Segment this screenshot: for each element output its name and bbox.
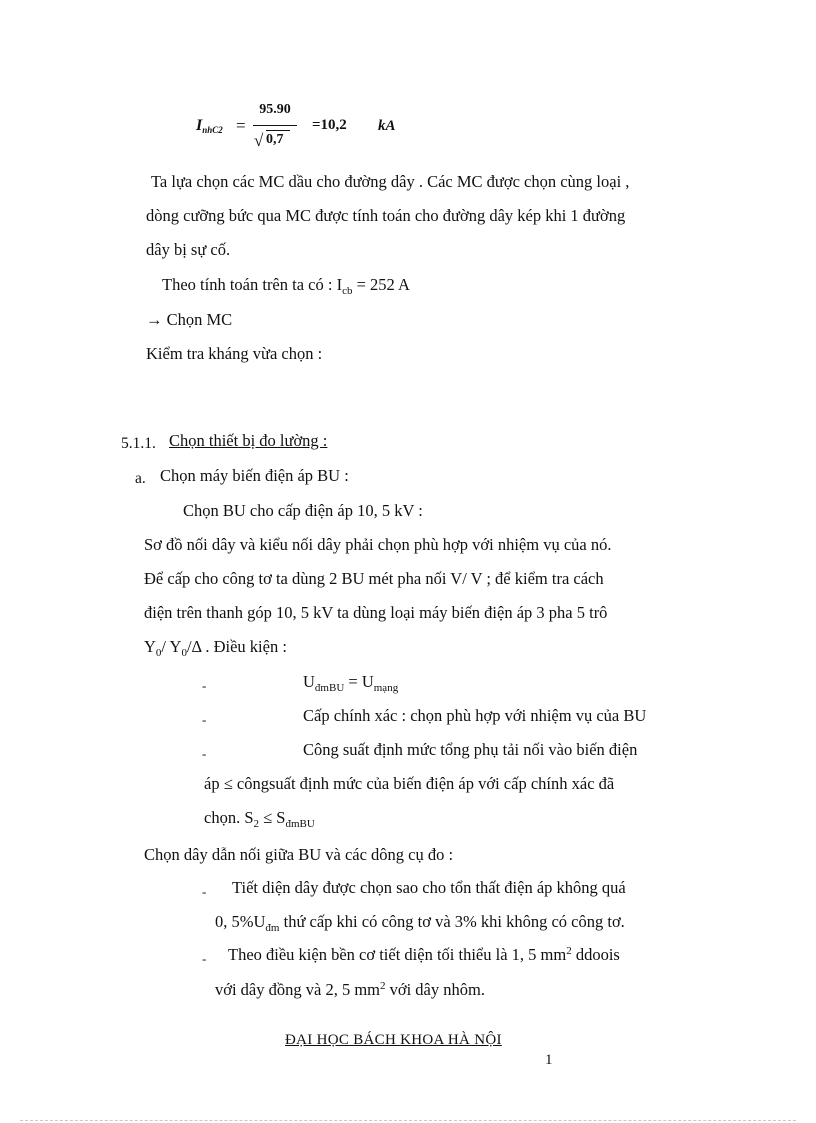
check-line: Kiểm tra kháng vừa chọn : xyxy=(146,344,323,363)
wire-item-1: Tiết diện dây được chọn sao cho tổn thất điện áp không quá xyxy=(232,878,626,897)
paragraph-line: dòng cưỡng bức qua MC được tính toán cho đường dây kép khi 1 đường xyxy=(146,206,626,225)
page-bottom-rule xyxy=(20,1120,796,1121)
paragraph-line: dây bị sự cố. xyxy=(146,240,231,259)
condition-1: $U_{đmBU} = U_{mạng}$ xyxy=(303,672,399,694)
choose-mc-line: → Chọn MC xyxy=(146,310,233,329)
formula-result: =10,2 xyxy=(312,117,347,133)
formula-inmc2 xyxy=(196,100,456,160)
section-title: Chọn thiết bị đo lường : xyxy=(169,431,328,450)
condition-3-cont: áp ≤ côngsuất định mức của biến điện áp với cấp chính xác đã xyxy=(204,774,615,793)
sqrt-icon: √ xyxy=(254,131,264,150)
bu-level-line: Chọn BU cho cấp điện áp 10, 5 kV : xyxy=(183,501,423,520)
formula-equals: = xyxy=(236,116,246,135)
wire-item-2-cont: với dây đồng và 2, 5 $mm^2$ với dây nhôm. xyxy=(215,980,485,999)
wire-item-1-cont: 0, $5\%U_{đm}$ thứ cấp khi có công tơ và 3% khi không có công tơ. xyxy=(215,912,625,934)
bullet-dash-icon: - xyxy=(202,951,207,966)
wire-item-2: Theo điều kiện bền cơ tiết diện tối thiểu là 1, 5 $mm^2$ ddoois xyxy=(228,945,620,964)
condition-3-cont: chọn. $S_2 \le S_{đmBU}$ xyxy=(204,808,315,830)
bullet-dash-icon: - xyxy=(202,746,207,761)
item-text: Chọn máy biến điện áp BU : xyxy=(160,466,349,485)
paragraph-line: $Y_0/$ $Y_0/\Delta$ . Điều kiện : xyxy=(144,637,287,659)
item-label: a. xyxy=(135,470,146,487)
calc-line: Theo tính toán trên ta có : $I_{cb} = 252$ A xyxy=(162,275,410,297)
paragraph-line: Ta lựa chọn các MC dầu cho đường dây . Các MC được chọn cùng loại , xyxy=(151,172,630,191)
sqrt-overline xyxy=(266,130,290,131)
formula-numerator: 95.90 xyxy=(259,102,291,117)
wire-intro: Chọn dây dẫn nối giữa BU và các dông cụ đo : xyxy=(144,845,454,864)
formula-denominator: 0,7 xyxy=(266,132,284,147)
paragraph-line: Sơ đồ nối dây và kiểu nối dây phải chọn phù hợp với nhiệm vụ của nó. xyxy=(144,535,612,554)
page-number: 1 xyxy=(545,1052,553,1068)
formula-fraction-bar xyxy=(253,125,297,126)
section-number: 5.1.1. xyxy=(121,435,156,452)
paragraph-line: Để cấp cho công tơ ta dùng 2 BU mét pha nối V/ V ; để kiểm tra cách xyxy=(144,569,604,588)
formula-unit: kA xyxy=(378,118,396,134)
bullet-dash-icon: - xyxy=(202,678,207,693)
condition-3: Công suất định mức tổng phụ tải nối vào biến điện xyxy=(303,740,638,759)
bullet-dash-icon: - xyxy=(202,884,207,899)
footer-school: ĐẠI HỌC BÁCH KHOA HÀ NỘI xyxy=(285,1032,502,1048)
bullet-dash-icon: - xyxy=(202,712,207,727)
paragraph-line: điện trên thanh góp 10, 5 kV ta dùng loại máy biến điện áp 3 pha 5 trô xyxy=(144,603,608,622)
condition-2: Cấp chính xác : chọn phù hợp với nhiệm vụ của BU xyxy=(303,706,647,725)
formula-variable: $I_{nhC2}$ xyxy=(196,117,223,135)
